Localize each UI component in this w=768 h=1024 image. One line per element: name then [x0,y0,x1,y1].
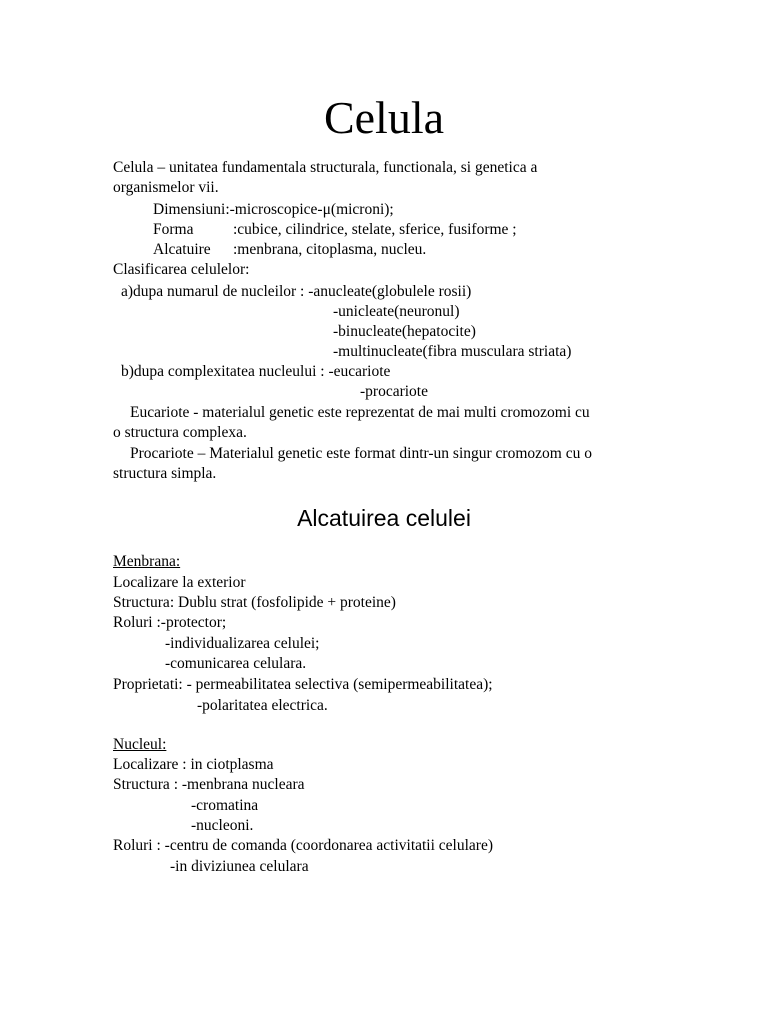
membrana-heading: Menbrana: [113,553,181,570]
eucariote-line-2: o structura complexa. [113,424,247,441]
clasificare-b-item: -procariote [360,383,428,400]
forma-value: :cubice, cilindrice, stelate, sferice, fusiforme ; [233,221,517,238]
clasificare-a: a)dupa numarul de nucleilor : -anucleate(globulele rosii) [121,283,472,300]
clasificare-a-item: -unicleate(neuronul) [333,303,460,320]
page-title: Celula [323,92,445,143]
clasificare-heading: Clasificarea celulelor: [113,261,250,278]
alcatuire-value: :menbrana, citoplasma, nucleu. [233,241,427,258]
membrana-rol-item: -individualizarea celulei; [165,635,320,652]
clasificare-b: b)dupa complexitatea nucleului : -eucariote [121,363,391,380]
clasificare-a-item: -multinucleate(fibra musculara striata) [333,343,572,360]
nucleul-rol-item: -in diviziunea celulara [170,858,309,875]
intro-line-2: organismelor vii. [113,179,219,196]
nucleul-structura-item: -nucleoni. [191,817,254,834]
membrana-roluri: Roluri :-protector; [113,614,227,631]
eucariote-line-1: Eucariote - materialul genetic este reprezentat de mai multi cromozomi cu [130,404,590,421]
procariote-line-2: structura simpla. [113,465,217,482]
section-title: Alcatuirea celulei [297,505,471,531]
clasificare-a-item: -binucleate(hepatocite) [333,323,476,340]
nucleul-structura: Structura : -menbrana nucleara [113,776,305,793]
nucleul-structura-item: -cromatina [191,797,259,814]
nucleul-roluri: Roluri : -centru de comanda (coordonarea activitatii celulare) [113,837,493,854]
membrana-rol-item: -comunicarea celulara. [165,655,307,672]
forma-label: Forma [153,221,194,238]
procariote-line-1: Procariote – Materialul genetic este format dintr-un singur cromozom cu o [130,445,592,462]
membrana-localizare: Localizare la exterior [113,574,246,591]
dimensiuni-line: Dimensiuni:-microscopice-μ(microni); [153,201,394,218]
membrana-proprietate-item: -polaritatea electrica. [197,697,328,714]
membrana-structura: Structura: Dublu strat (fosfolipide + proteine) [113,594,396,611]
intro-line-1: Celula – unitatea fundamentala structurala, functionala, si genetica a [113,159,538,176]
alcatuire-label: Alcatuire [153,241,211,258]
nucleul-heading: Nucleul: [113,736,167,753]
nucleul-localizare: Localizare : in ciotplasma [113,756,274,773]
membrana-proprietati: Proprietati: - permeabilitatea selectiva (semipermeabilitatea); [113,676,493,693]
